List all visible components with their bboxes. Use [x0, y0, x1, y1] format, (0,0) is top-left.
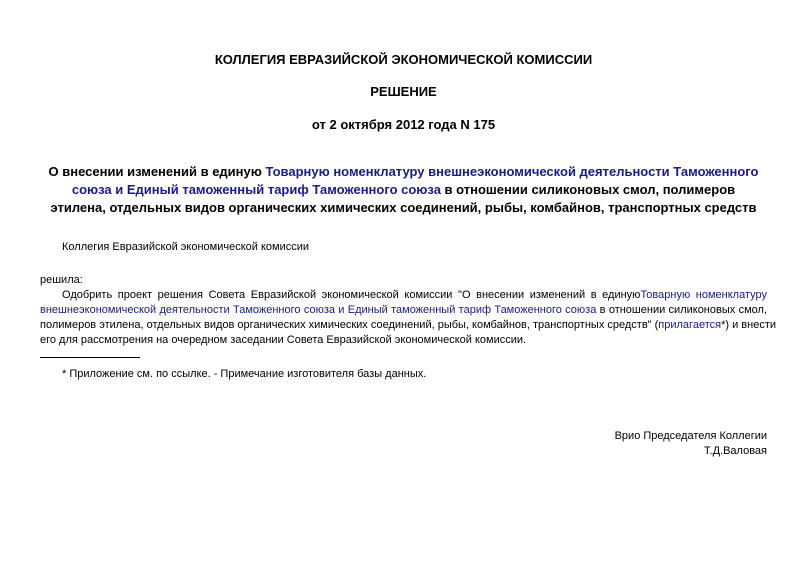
main-line-1 — [40, 288, 767, 303]
title-link-tariff[interactable]: союза и Единый таможенный тариф Таможенного союза — [71, 182, 441, 197]
main-link-tnved[interactable]: Товарную номенклатуру — [640, 289, 768, 301]
title-line-2 — [40, 181, 767, 199]
title-line-3: этилена, отдельных видов органических химических соединений, рыбы, комбайнов, транспортных средств — [50, 200, 757, 215]
main-line-3-text: полимеров этилена, отдельных видов органических химических соединений, рыбы, комбайнов, транспортных средств" ( — [40, 319, 659, 331]
main-line-3 — [40, 318, 776, 333]
document-date-number: от 2 октября 2012 года N 175 — [311, 117, 496, 132]
document-type-heading: РЕШЕНИЕ — [370, 84, 437, 99]
title-link-tnved[interactable]: Товарную номенклатуру внешнеэкономической деятельности Таможенного — [265, 164, 759, 179]
main-line-1-text: Одобрить проект решения Совета Евразийской экономической комиссии "О внесении изменений в единую — [62, 289, 641, 301]
main-line-4: его для рассмотрения на очередном заседании Совета Евразийской экономической комиссии. — [40, 334, 527, 346]
document-page — [40, 0, 776, 571]
title-suffix: в отношении силиконовых смол, полимеров — [440, 182, 736, 197]
main-line-2-text: в отношении силиконовых смол, — [596, 304, 767, 316]
organization-heading: КОЛЛЕГИЯ ЕВРАЗИЙСКОЙ ЭКОНОМИЧЕСКОЙ КОМИССИИ — [214, 52, 593, 67]
attachment-link[interactable]: прилагается — [658, 319, 722, 331]
title-line-1 — [40, 163, 767, 181]
title-prefix: О внесении изменений в единую — [48, 164, 266, 179]
college-paragraph: Коллегия Евразийской экономической комиссии — [62, 241, 310, 253]
document-title — [40, 163, 767, 217]
footnote-divider — [40, 357, 140, 358]
footnote-text: * Приложение см. по ссылке. - Примечание изготовителя базы данных. — [62, 368, 427, 380]
resolved-paragraph: решила: — [40, 274, 83, 286]
main-line-3-suffix: *) и внести — [721, 319, 776, 331]
main-line-2 — [40, 303, 767, 318]
signatory-position: Врио Председателя Коллегии — [614, 430, 767, 442]
main-paragraph — [40, 288, 776, 348]
main-link-tariff[interactable]: внешнеэкономической деятельности Таможенного союза и Единый таможенный тариф Таможенного союза — [40, 304, 597, 316]
signatory-name: Т.Д.Валовая — [704, 445, 767, 457]
